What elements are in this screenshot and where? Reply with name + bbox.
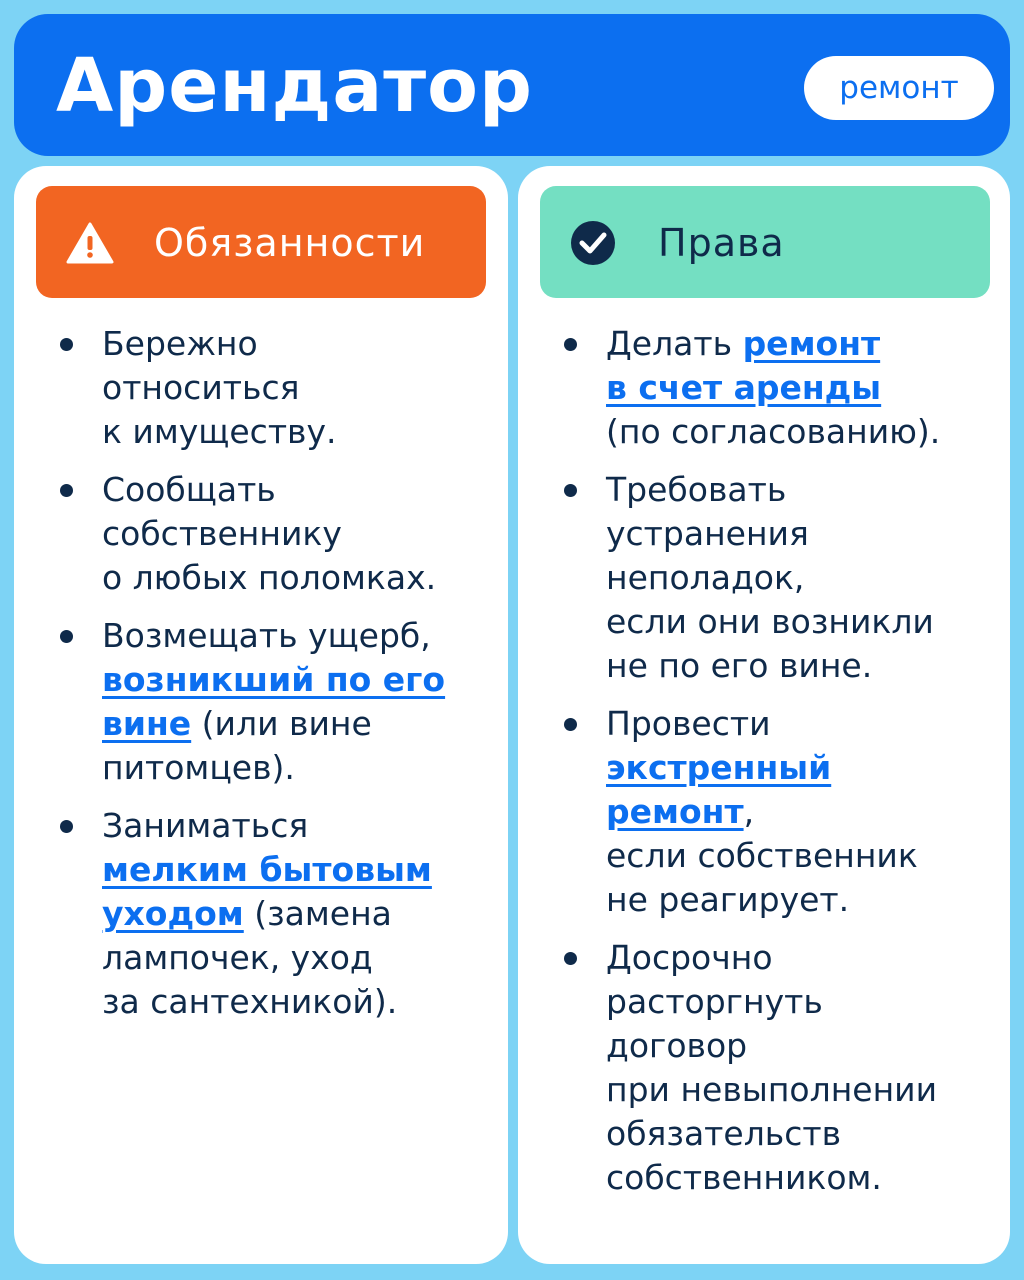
duty-item	[54, 468, 494, 600]
right-item	[558, 702, 998, 922]
right-text-pre: Делать	[606, 324, 743, 363]
duty-link[interactable]: возникший по его вине	[102, 660, 446, 743]
right-text: Требовать устранения неполадок, если они возникли не по его вине.	[606, 470, 934, 685]
duty-item	[54, 804, 494, 1024]
duty-text: Бережно относиться к имуществу.	[102, 324, 337, 451]
duties-badge	[36, 186, 486, 298]
rights-list	[558, 322, 998, 1214]
duty-text-post: (или вине питомцев).	[102, 704, 372, 787]
rights-badge	[540, 186, 990, 298]
duty-item	[54, 614, 494, 790]
rights-label: Права	[658, 221, 785, 265]
duty-text-post: (замена лампочек, уход за сантехникой).	[102, 894, 398, 1021]
duty-item	[54, 322, 494, 454]
page-title: Арендатор	[56, 43, 533, 129]
duty-text: Сообщать собственнику о любых поломках.	[102, 470, 437, 597]
duties-label: Обязанности	[154, 221, 426, 265]
right-text-post: (по согласованию).	[606, 412, 941, 451]
header-banner	[14, 14, 1010, 156]
duties-card	[14, 166, 508, 1264]
right-text-pre: Провести	[606, 704, 771, 743]
right-item	[558, 322, 998, 454]
duties-list	[54, 322, 494, 1038]
warning-icon	[66, 222, 114, 264]
duty-link[interactable]: мелким бытовым уходом	[102, 850, 432, 933]
topic-tag: ремонт	[804, 56, 994, 120]
right-item	[558, 936, 998, 1200]
right-text: Досрочно расторгнуть договор при невыполнении обязательств собственником.	[606, 938, 938, 1197]
duty-text-pre: Заниматься	[102, 806, 309, 845]
rights-card	[518, 166, 1010, 1264]
check-circle-icon	[570, 220, 616, 266]
duty-text-pre: Возмещать ущерб,	[102, 616, 431, 655]
right-text-post: , если собственник не реагирует.	[606, 792, 918, 919]
right-item	[558, 468, 998, 688]
right-link[interactable]: ремонт в счет аренды	[606, 324, 882, 407]
right-link[interactable]: экстренный ремонт	[606, 748, 832, 831]
